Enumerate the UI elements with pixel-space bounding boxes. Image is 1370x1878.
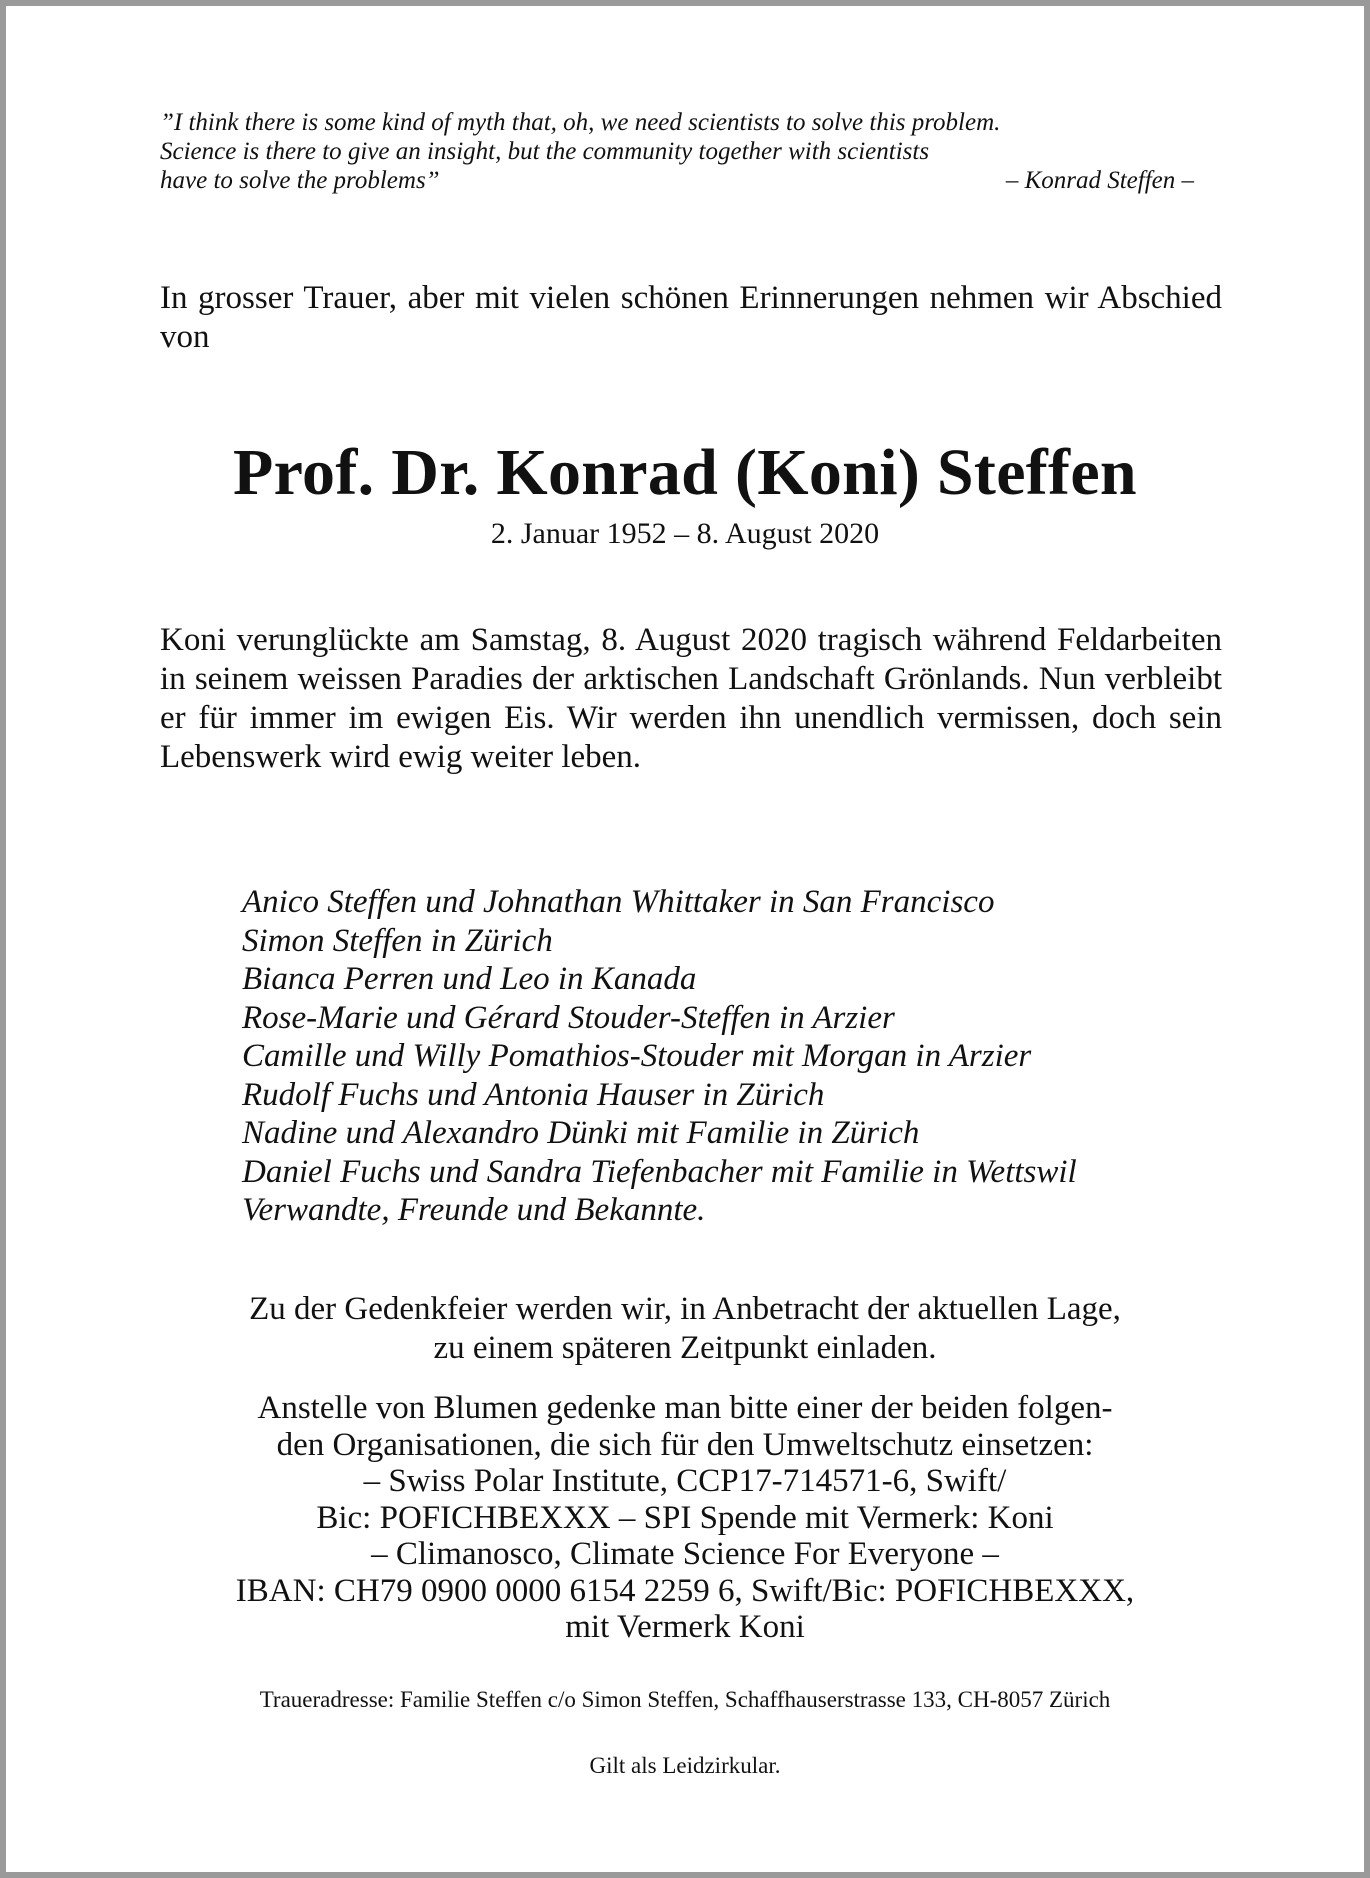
quote-attribution: – Konrad Steffen – [1005, 167, 1194, 194]
memorial-notice [6, 1290, 1364, 1368]
donation-line: Anstelle von Blumen gedenke man bitte einer der beiden folgen- [257, 1390, 1113, 1426]
memorial-line: Zu der Gedenkfeier werden wir, in Anbetracht der aktuellen Lage, [249, 1291, 1121, 1327]
mourner-entry: Daniel Fuchs und Sandra Tiefenbacher mit Familie in Wettswil [242, 1153, 1077, 1190]
quote-line: ”I think there is some kind of myth that, oh, we need scientists to solve this problem. [160, 109, 1001, 136]
life-dates: 2. Januar 1952 – 8. August 2020 [490, 517, 880, 550]
quote-line: have to solve the problems” [160, 167, 440, 194]
donation-line: – Swiss Polar Institute, CCP17-714571-6, Swift/ [363, 1463, 1007, 1499]
intro-text: In grosser Trauer, aber mit vielen schönen Erinnerungen nehmen wir Abschied von [160, 280, 1222, 355]
donation-line: Bic: POFICHBEXXX – SPI Spende mit Vermerk: Koni [316, 1499, 1054, 1536]
donation-line: IBAN: CH79 0900 0000 6154 2259 6, Swift/Bic: POFICHBEXXX, [235, 1572, 1135, 1609]
donation-line: – Climanosco, Climate Science For Everyone – [371, 1536, 999, 1572]
mourner-entry: Verwandte, Freunde und Bekannte. [242, 1192, 706, 1228]
mourner-entry: Anico Steffen und Johnathan Whittaker in San Francisco [242, 884, 995, 920]
donation-line: den Organisationen, die sich für den Umweltschutz einsetzen: [276, 1426, 1094, 1463]
mourner-entry: Nadine und Alexandro Dünki mit Familie in Zürich [242, 1115, 920, 1151]
memorial-line: zu einem späteren Zeitpunkt einladen. [433, 1330, 937, 1366]
mourning-address: Traueradresse: Familie Steffen c/o Simon Steffen, Schaffhauserstrasse 133, CH-8057 Zürich [259, 1687, 1111, 1712]
mourner-entry: Simon Steffen in Zürich [242, 922, 553, 959]
mourner-entry: Camille und Willy Pomathios-Stouder mit Morgan in Arzier [242, 1038, 1032, 1074]
obituary-page [6, 6, 1364, 1872]
obituary-body: Koni verunglückte am Samstag, 8. August 2020 tragisch während Feldarbeiten in seinem weissen Paradies der arktischen Landschaft Grönlands. Nun verbleibt er für immer im ewigen Eis. Wir werden ihn unendlich vermissen, doch sein Lebenswerk wird ewig weiter leben. [160, 622, 1222, 775]
circular-notice: Gilt als Leidzirkular. [589, 1753, 781, 1778]
mourner-entry: Rose-Marie und Gérard Stouder-Steffen in Arzier [242, 999, 895, 1036]
donation-line: mit Vermerk Koni [565, 1609, 805, 1645]
mourner-entry: Bianca Perren und Leo in Kanada [242, 961, 697, 997]
epigraph-quote [160, 108, 1194, 195]
quote-line: Science is there to give an insight, but the community together with scientists [160, 138, 930, 165]
deceased-name: Prof. Dr. Konrad (Koni) Steffen [233, 436, 1137, 509]
donation-notice [6, 1390, 1364, 1646]
mourners-list [242, 883, 1242, 1230]
mourner-entry: Rudolf Fuchs und Antonia Hauser in Zürich [242, 1076, 825, 1113]
